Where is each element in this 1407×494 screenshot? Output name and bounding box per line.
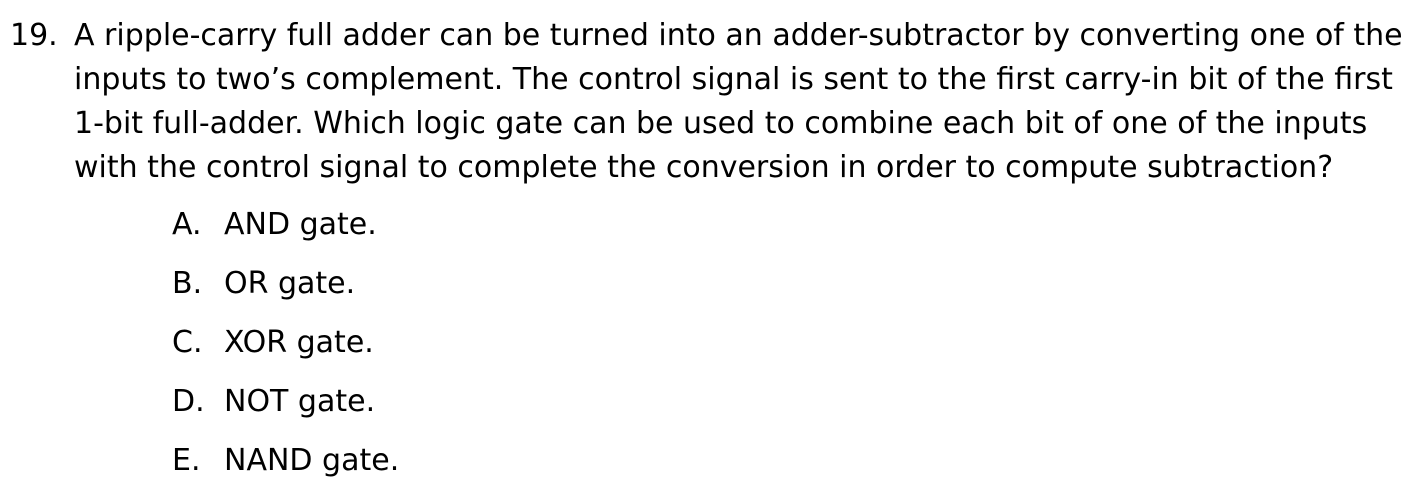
question-text-line-2: inputs to two’s complement. The control signal is sent to the first carry-in bit of the first [74, 62, 1393, 97]
choice-d [172, 382, 375, 422]
question-text-line-3: 1-bit full-adder. Which logic gate can be used to combine each bit of one of the inputs [74, 106, 1368, 141]
question-text-line-1: A ripple-carry full adder can be turned into an adder-subtractor by converting one of the [74, 18, 1403, 53]
question-number: 19. [10, 18, 58, 53]
choice-text: NOT gate. [224, 384, 376, 419]
choice-letter: C. [172, 325, 203, 360]
choice-text: OR gate. [224, 266, 356, 301]
choice-letter: A. [172, 207, 202, 242]
choice-letter: B. [172, 266, 203, 301]
choice-e [172, 441, 399, 481]
choice-letter: E. [172, 443, 201, 478]
question-text-line-4: with the control signal to complete the conversion in order to compute subtraction? [74, 150, 1334, 185]
choice-text: NAND gate. [224, 443, 400, 478]
choice-b [172, 264, 355, 304]
choice-c [172, 323, 374, 363]
choice-text: AND gate. [224, 207, 377, 242]
choice-letter: D. [172, 384, 205, 419]
choice-text: XOR gate. [224, 325, 374, 360]
choice-a [172, 205, 377, 245]
